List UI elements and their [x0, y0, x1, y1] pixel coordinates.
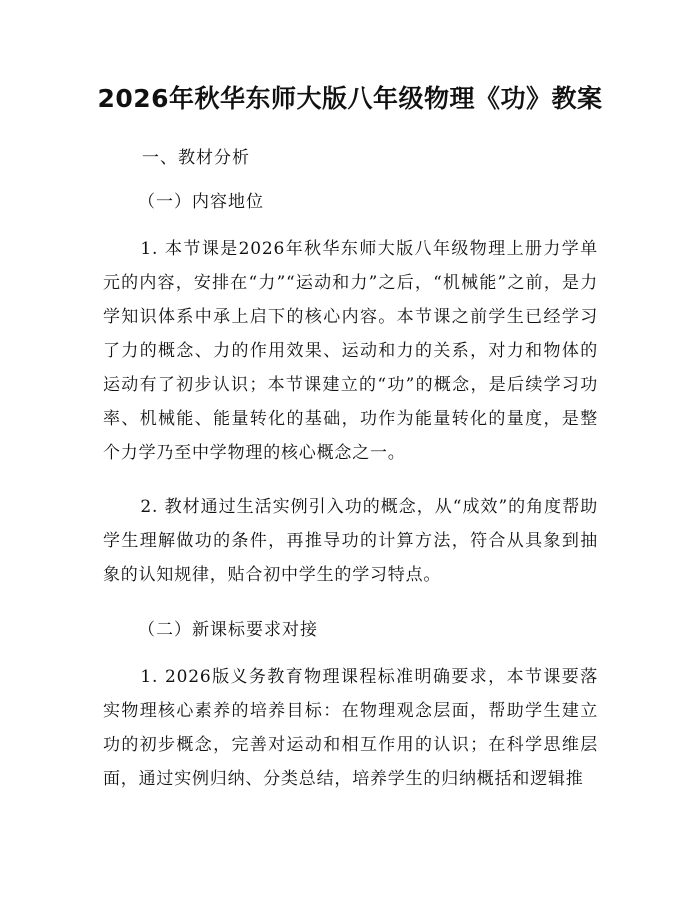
paragraph-content-position-2: 2. 教材通过生活实例引入功的概念，从“成效”的角度帮助学生理解做功的条件，再推导功的计算方法，符合从具象到抽象的认知规律，贴合初中学生的学习特点。 [103, 497, 598, 585]
subsection-heading-curriculum-standard: （二）新课标要求对接 [138, 620, 318, 640]
subsection-heading-content-position: （一）内容地位 [138, 192, 264, 212]
section-heading-teaching-material-analysis: 一、教材分析 [142, 148, 250, 168]
document-title: 2026年秋华东师大版八年级物理《功》教案 [97, 84, 603, 113]
paragraph-curriculum-standard-1: 1. 2026版义务教育物理课程标准明确要求，本节课要落实物理核心素养的培养目标：在物理观念层面，帮助学生建立功的初步概念，完善对运动和相互作用的认识；在科学思维层面，通过实例归纳、分类总结，培养学生的归纳概括和逻辑推 [103, 667, 598, 789]
paragraph-content-position-1: 1. 本节课是2026年秋华东师大版八年级物理上册力学单元的内容，安排在“力”“运动和力”之后，“机械能”之前，是力学知识体系中承上启下的核心内容。本节课之前学生已经学习了力的概念、力的作用效果、运动和力的关系，对力和物体的运动有了初步认识；本节课建立的“功”的概念，是后续学习功率、机械能、能量转化的基础，功作为能量转化的量度，是整个力学乃至中学物理的核心概念之一。 [103, 239, 598, 463]
